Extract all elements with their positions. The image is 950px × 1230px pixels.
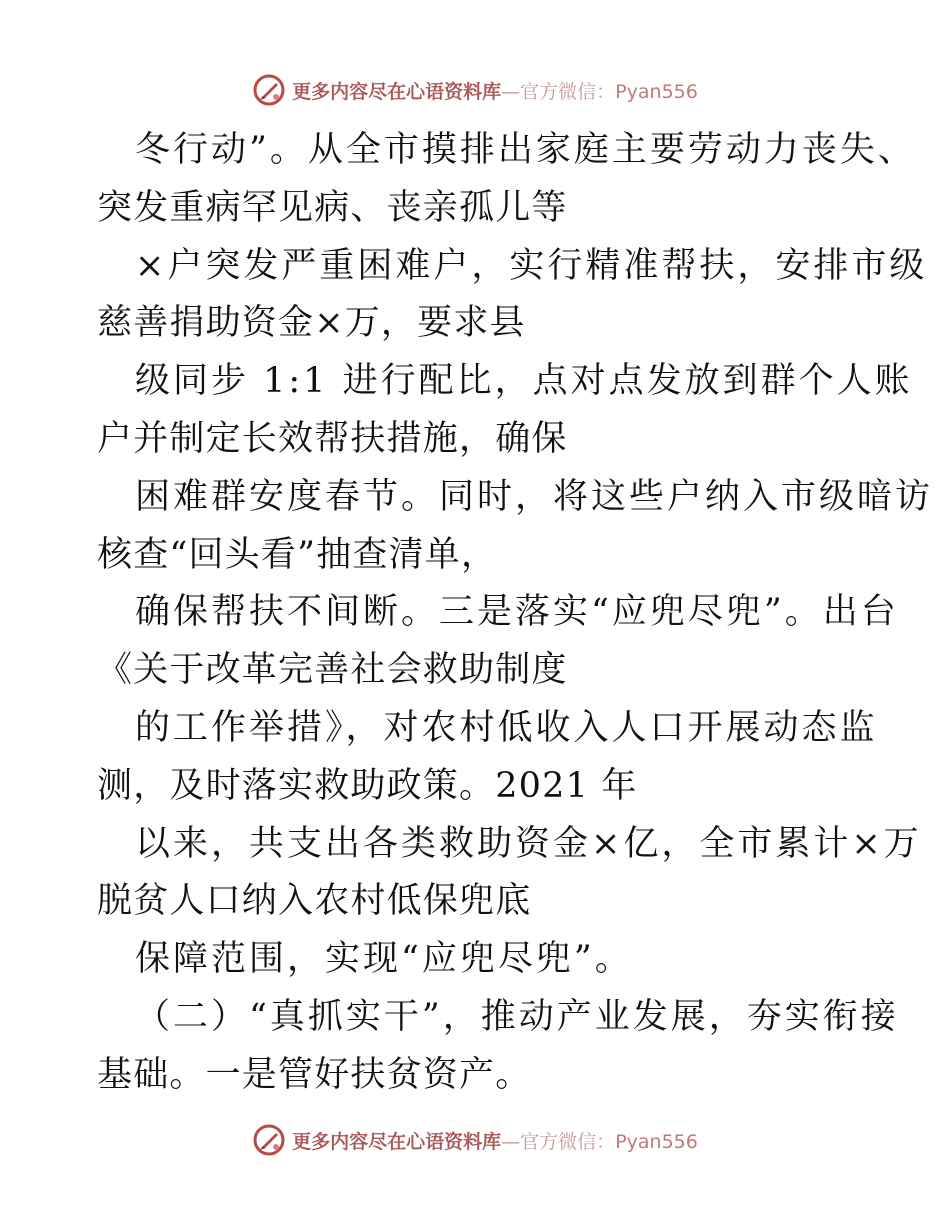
text-line: 基础。一是管好扶贫资产。	[97, 1054, 532, 1095]
text-line: ×户突发严重困难户，实行精准帮扶，安排市级	[135, 245, 928, 286]
text-line: 突发重病罕见病、丧亲孤儿等	[97, 187, 568, 228]
header-watermark-inner	[252, 73, 698, 107]
text-line: 核查“回头看”抽查清单，	[97, 534, 498, 575]
text-line: 的工作举措》，对农村低收入人口开展动态监	[135, 707, 878, 748]
watermark-sep: —官方微信：	[501, 80, 616, 103]
watermark-main: 更多内容尽在心语资料库	[292, 80, 502, 103]
text-line: 保障范围，实现“应兜尽兜”。	[135, 939, 633, 980]
watermark-main: 更多内容尽在心语资料库	[292, 1130, 502, 1153]
text-line: 户并制定长效帮扶措施，确保	[97, 418, 568, 459]
header-watermark-text	[292, 77, 698, 104]
text-line: 《关于改革完善社会救助制度	[97, 650, 568, 691]
header-watermark	[0, 70, 950, 110]
text-line: 脱贫人口纳入农村低保兜底	[97, 881, 532, 922]
footer-watermark-inner	[252, 1123, 698, 1157]
text-line: 慈善捐助资金×万，要求县	[97, 303, 526, 344]
document-body	[97, 122, 934, 1105]
footer-watermark	[0, 1120, 950, 1160]
watermark-sep: —官方微信：	[501, 1130, 616, 1153]
brush-pen-logo-icon	[252, 1123, 286, 1157]
text-line: 以来，共支出各类救助资金×亿，全市累计×万	[135, 823, 922, 864]
watermark-id: Pyan556	[615, 80, 698, 103]
brush-pen-logo-icon	[252, 73, 286, 107]
text-line: 冬行动”。从全市摸排出家庭主要劳动力丧失、	[135, 130, 916, 170]
footer-watermark-text	[292, 1127, 698, 1154]
text-line: 确保帮扶不间断。三是落实“应兜尽兜”。出台	[135, 592, 899, 633]
text-line: 测，及时落实救助政策。2021 年	[97, 765, 638, 806]
section-heading-line: （二）“真抓实干”，推动产业发展，夯实衔接	[135, 996, 899, 1037]
text-line: 困难群安度春节。同时，将这些户纳入市级暗访	[135, 476, 934, 517]
text-line: 级同步 1:1 进行配比，点对点发放到群个人账	[135, 361, 913, 402]
watermark-id: Pyan556	[615, 1130, 698, 1153]
